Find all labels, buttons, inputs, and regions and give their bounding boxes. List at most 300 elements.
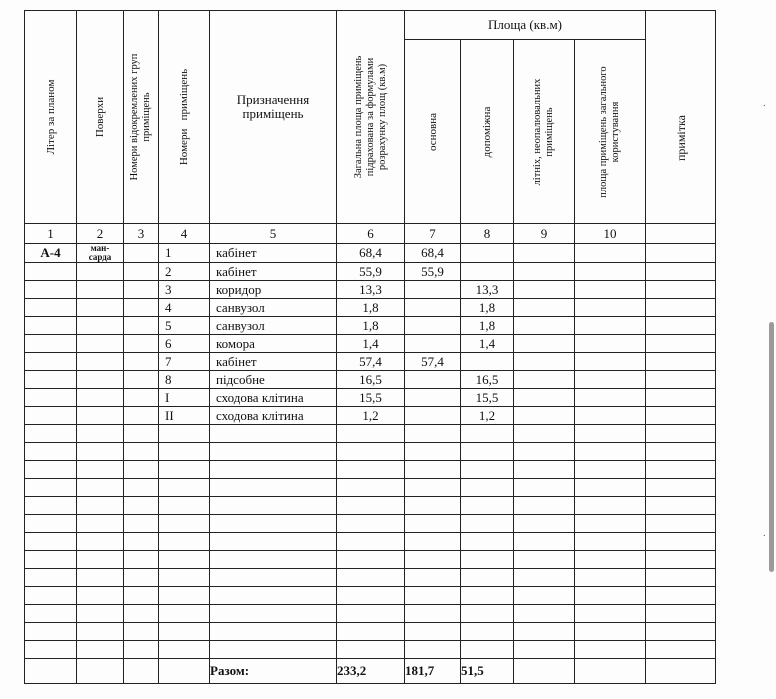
empty-cell (159, 569, 210, 587)
empty-cell (77, 641, 124, 659)
empty-cell (514, 551, 575, 569)
col-header-room-numbers: Номери приміщень (159, 11, 210, 224)
total-aux-cell: 51,5 (461, 659, 514, 684)
empty-cell (159, 533, 210, 551)
room-number-cell: 1 (159, 244, 210, 263)
purpose-cell: кабінет (210, 263, 337, 281)
empty-cell (575, 299, 646, 317)
table-row (25, 443, 716, 461)
empty-cell (210, 461, 337, 479)
empty-cell (210, 623, 337, 641)
col-number: 6 (337, 224, 405, 244)
empty-cell (124, 515, 159, 533)
table-row (25, 263, 716, 281)
total-area-cell: 1,4 (337, 335, 405, 353)
col-number: 2 (77, 224, 124, 244)
empty-cell (514, 587, 575, 605)
aux-area-cell (461, 353, 514, 371)
col-number-empty (646, 224, 716, 244)
empty-cell (159, 623, 210, 641)
empty-cell (124, 263, 159, 281)
col-header-summer: літніх, неопалювальних приміщень (514, 40, 575, 224)
main-area-cell (405, 281, 461, 299)
empty-cell (25, 461, 77, 479)
empty-cell (405, 497, 461, 515)
empty-cell (124, 605, 159, 623)
total-sum-cell: 233,2 (337, 659, 405, 684)
aux-area-cell: 1,8 (461, 317, 514, 335)
main-area-cell (405, 389, 461, 407)
col-header-total-area: Загальна площа приміщень підрахована за формулами розрахунку площ (кв.м) (337, 11, 405, 224)
aux-area-cell: 1,4 (461, 335, 514, 353)
aux-area-cell: 13,3 (461, 281, 514, 299)
empty-cell (77, 353, 124, 371)
empty-cell (575, 425, 646, 443)
empty-cell (77, 623, 124, 641)
col-number: 5 (210, 224, 337, 244)
table-row (25, 371, 716, 389)
empty-cell (405, 605, 461, 623)
empty-cell (124, 479, 159, 497)
empty-cell (461, 551, 514, 569)
col-header-common: площа приміщень загального користування (575, 40, 646, 224)
empty-cell (461, 533, 514, 551)
purpose-cell: санвузол (210, 317, 337, 335)
empty-cell (575, 479, 646, 497)
empty-cell (646, 389, 716, 407)
empty-cell (77, 659, 124, 684)
empty-cell (159, 515, 210, 533)
empty-cell (337, 641, 405, 659)
empty-cell (159, 461, 210, 479)
empty-cell (337, 443, 405, 461)
empty-cell (461, 623, 514, 641)
aux-area-cell: 16,5 (461, 371, 514, 389)
empty-cell (646, 479, 716, 497)
empty-cell (337, 425, 405, 443)
empty-cell (575, 551, 646, 569)
empty-cell (514, 461, 575, 479)
empty-cell (646, 353, 716, 371)
empty-cell (646, 461, 716, 479)
empty-cell (25, 317, 77, 335)
empty-cell (124, 425, 159, 443)
room-number-cell: I (159, 389, 210, 407)
empty-cell (25, 623, 77, 641)
table-row (25, 551, 716, 569)
empty-cell (575, 353, 646, 371)
empty-cell (575, 623, 646, 641)
main-area-cell (405, 371, 461, 389)
purpose-cell: коридор (210, 281, 337, 299)
empty-cell (405, 479, 461, 497)
empty-cell (124, 497, 159, 515)
empty-cell (159, 605, 210, 623)
empty-cell (405, 425, 461, 443)
aux-area-cell (461, 244, 514, 263)
empty-cell (646, 587, 716, 605)
empty-cell (405, 533, 461, 551)
empty-cell (575, 335, 646, 353)
empty-cell (461, 425, 514, 443)
empty-cell (405, 623, 461, 641)
empty-cell (25, 281, 77, 299)
col-number: 9 (514, 224, 575, 244)
empty-cell (575, 407, 646, 425)
empty-cell (461, 605, 514, 623)
empty-cell (575, 659, 646, 684)
empty-cell (514, 371, 575, 389)
total-area-cell: 1,8 (337, 317, 405, 335)
empty-cell (25, 299, 77, 317)
table-row (25, 335, 716, 353)
empty-cell (514, 335, 575, 353)
empty-cell (575, 281, 646, 299)
empty-cell (575, 371, 646, 389)
empty-cell (124, 371, 159, 389)
empty-cell (77, 263, 124, 281)
empty-cell (25, 371, 77, 389)
table-row (25, 461, 716, 479)
empty-cell (124, 353, 159, 371)
empty-cell (514, 659, 575, 684)
empty-cell (159, 641, 210, 659)
empty-cell (159, 551, 210, 569)
empty-cell (575, 641, 646, 659)
empty-cell (210, 515, 337, 533)
empty-cell (575, 244, 646, 263)
empty-cell (210, 551, 337, 569)
empty-cell (514, 353, 575, 371)
empty-cell (514, 641, 575, 659)
main-area-cell (405, 335, 461, 353)
col-number: 3 (124, 224, 159, 244)
empty-cell (210, 587, 337, 605)
scrollbar[interactable] (769, 322, 774, 572)
purpose-cell: сходова клітина (210, 389, 337, 407)
empty-cell (337, 569, 405, 587)
empty-cell (77, 533, 124, 551)
col-number: 7 (405, 224, 461, 244)
empty-cell (77, 335, 124, 353)
empty-cell (25, 515, 77, 533)
aux-area-cell: 1,8 (461, 299, 514, 317)
room-number-cell: 2 (159, 263, 210, 281)
empty-cell (514, 515, 575, 533)
total-area-cell: 57,4 (337, 353, 405, 371)
empty-cell (646, 443, 716, 461)
main-area-cell (405, 407, 461, 425)
total-area-cell: 13,3 (337, 281, 405, 299)
empty-cell (124, 407, 159, 425)
total-label: Разом: (210, 659, 337, 684)
empty-cell (25, 425, 77, 443)
table-row (25, 641, 716, 659)
table-row (25, 299, 716, 317)
empty-cell (514, 299, 575, 317)
empty-cell (124, 299, 159, 317)
empty-cell (575, 317, 646, 335)
empty-cell (514, 263, 575, 281)
table-row (25, 605, 716, 623)
empty-cell (124, 244, 159, 263)
empty-cell (575, 569, 646, 587)
empty-cell (337, 461, 405, 479)
empty-cell (159, 443, 210, 461)
empty-cell (210, 425, 337, 443)
room-number-cell: 5 (159, 317, 210, 335)
empty-cell (77, 407, 124, 425)
empty-cell (77, 479, 124, 497)
aux-area-cell (461, 263, 514, 281)
empty-cell (77, 461, 124, 479)
empty-cell (646, 515, 716, 533)
empty-cell (514, 317, 575, 335)
empty-cell (77, 515, 124, 533)
empty-cell (77, 425, 124, 443)
room-number-cell: 8 (159, 371, 210, 389)
purpose-cell: санвузол (210, 299, 337, 317)
col-header-aux: допоміжна (461, 40, 514, 224)
empty-cell (575, 461, 646, 479)
room-number-cell: 4 (159, 299, 210, 317)
empty-cell (646, 641, 716, 659)
room-number-cell: 7 (159, 353, 210, 371)
empty-cell (210, 443, 337, 461)
table-row (25, 479, 716, 497)
main-area-cell (405, 299, 461, 317)
empty-cell (25, 569, 77, 587)
edge-mark: ˙ (762, 534, 766, 545)
purpose-cell: комора (210, 335, 337, 353)
table-row (25, 497, 716, 515)
empty-cell (514, 281, 575, 299)
empty-cell (514, 425, 575, 443)
empty-cell (514, 605, 575, 623)
empty-cell (159, 587, 210, 605)
empty-cell (646, 317, 716, 335)
empty-cell (124, 461, 159, 479)
empty-cell (575, 497, 646, 515)
empty-cell (25, 353, 77, 371)
empty-cell (77, 317, 124, 335)
empty-cell (514, 497, 575, 515)
empty-cell (646, 299, 716, 317)
main-area-cell (405, 317, 461, 335)
empty-cell (124, 641, 159, 659)
col-number: 1 (25, 224, 77, 244)
empty-cell (25, 551, 77, 569)
empty-cell (77, 551, 124, 569)
empty-cell (337, 605, 405, 623)
empty-cell (646, 497, 716, 515)
empty-cell (575, 587, 646, 605)
empty-cell (405, 443, 461, 461)
empty-cell (337, 623, 405, 641)
purpose-cell: підсобне (210, 371, 337, 389)
empty-cell (514, 407, 575, 425)
table-row (25, 317, 716, 335)
empty-cell (405, 515, 461, 533)
empty-cell (337, 515, 405, 533)
table-row (25, 533, 716, 551)
empty-cell (646, 623, 716, 641)
col-number: 4 (159, 224, 210, 244)
col-header-groups: Номери відокремлених груп приміщень (124, 11, 159, 224)
floor-line: сарда (88, 252, 112, 262)
empty-cell (77, 443, 124, 461)
purpose-cell: сходова клітина (210, 407, 337, 425)
empty-cell (210, 605, 337, 623)
col-header-purpose: Призначення приміщень (210, 11, 337, 224)
empty-cell (646, 533, 716, 551)
table-row (25, 353, 716, 371)
litera-cell: А-4 (25, 244, 77, 263)
empty-cell (210, 533, 337, 551)
table-row (25, 407, 716, 425)
empty-cell (405, 641, 461, 659)
empty-cell (461, 497, 514, 515)
room-number-cell: II (159, 407, 210, 425)
table-row (25, 569, 716, 587)
empty-cell (25, 263, 77, 281)
empty-cell (575, 443, 646, 461)
empty-cell (646, 551, 716, 569)
empty-cell (77, 371, 124, 389)
empty-cell (25, 641, 77, 659)
empty-cell (337, 587, 405, 605)
table-row (25, 281, 716, 299)
empty-cell (461, 461, 514, 479)
empty-cell (646, 407, 716, 425)
empty-cell (514, 479, 575, 497)
empty-cell (159, 479, 210, 497)
empty-cell (646, 263, 716, 281)
empty-cell (25, 479, 77, 497)
empty-cell (461, 587, 514, 605)
empty-cell (210, 569, 337, 587)
total-area-cell: 15,5 (337, 389, 405, 407)
empty-cell (337, 551, 405, 569)
empty-cell (159, 425, 210, 443)
edge-mark: ˙ (762, 104, 766, 115)
aux-area-cell: 1,2 (461, 407, 514, 425)
col-number: 8 (461, 224, 514, 244)
empty-cell (159, 659, 210, 684)
total-area-cell: 1,2 (337, 407, 405, 425)
empty-cell (405, 587, 461, 605)
empty-cell (461, 443, 514, 461)
empty-cell (124, 659, 159, 684)
col-number: 10 (575, 224, 646, 244)
empty-cell (124, 335, 159, 353)
empty-cell (337, 533, 405, 551)
empty-cell (77, 569, 124, 587)
empty-cell (646, 371, 716, 389)
col-header-note: примітка (646, 11, 716, 224)
empty-cell (646, 335, 716, 353)
col-header-floors: Поверхи (77, 11, 124, 224)
total-area-cell: 55,9 (337, 263, 405, 281)
empty-cell (514, 533, 575, 551)
empty-cell (646, 425, 716, 443)
main-area-cell: 57,4 (405, 353, 461, 371)
empty-cell (210, 497, 337, 515)
total-area-cell: 68,4 (337, 244, 405, 263)
empty-cell (405, 551, 461, 569)
purpose-cell: кабінет (210, 353, 337, 371)
total-area-cell: 1,8 (337, 299, 405, 317)
total-row (25, 659, 716, 684)
col-header-main: основна (405, 40, 461, 224)
table-row (25, 587, 716, 605)
empty-cell (514, 569, 575, 587)
empty-cell (575, 515, 646, 533)
total-area-cell: 16,5 (337, 371, 405, 389)
empty-cell (25, 605, 77, 623)
room-number-cell: 6 (159, 335, 210, 353)
empty-cell (405, 569, 461, 587)
empty-cell (646, 244, 716, 263)
empty-cell (25, 389, 77, 407)
premises-table (24, 10, 716, 684)
empty-cell (77, 281, 124, 299)
empty-cell (514, 623, 575, 641)
area-group-header: Площа (кв.м) (405, 11, 646, 40)
empty-cell (514, 244, 575, 263)
empty-cell (124, 443, 159, 461)
empty-cell (124, 317, 159, 335)
empty-cell (646, 569, 716, 587)
empty-cell (124, 569, 159, 587)
empty-cell (646, 605, 716, 623)
empty-cell (575, 389, 646, 407)
empty-cell (77, 299, 124, 317)
empty-cell (25, 497, 77, 515)
table-row (25, 623, 716, 641)
empty-cell (25, 407, 77, 425)
empty-cell (210, 479, 337, 497)
empty-cell (124, 551, 159, 569)
empty-cell (575, 533, 646, 551)
empty-cell (77, 497, 124, 515)
empty-cell (514, 389, 575, 407)
main-area-cell: 68,4 (405, 244, 461, 263)
empty-cell (575, 605, 646, 623)
empty-cell (337, 479, 405, 497)
empty-cell (25, 443, 77, 461)
empty-cell (461, 641, 514, 659)
table-row (25, 425, 716, 443)
empty-cell (25, 659, 77, 684)
empty-cell (124, 587, 159, 605)
empty-cell (124, 281, 159, 299)
empty-cell (514, 443, 575, 461)
empty-cell (77, 605, 124, 623)
empty-cell (124, 389, 159, 407)
main-area-cell: 55,9 (405, 263, 461, 281)
floor-cell (77, 244, 124, 263)
empty-cell (124, 533, 159, 551)
aux-area-cell: 15,5 (461, 389, 514, 407)
table-row (25, 389, 716, 407)
empty-cell (405, 461, 461, 479)
empty-cell (337, 497, 405, 515)
empty-cell (25, 587, 77, 605)
floor-line: ман- (90, 243, 110, 253)
empty-cell (575, 263, 646, 281)
empty-cell (77, 389, 124, 407)
